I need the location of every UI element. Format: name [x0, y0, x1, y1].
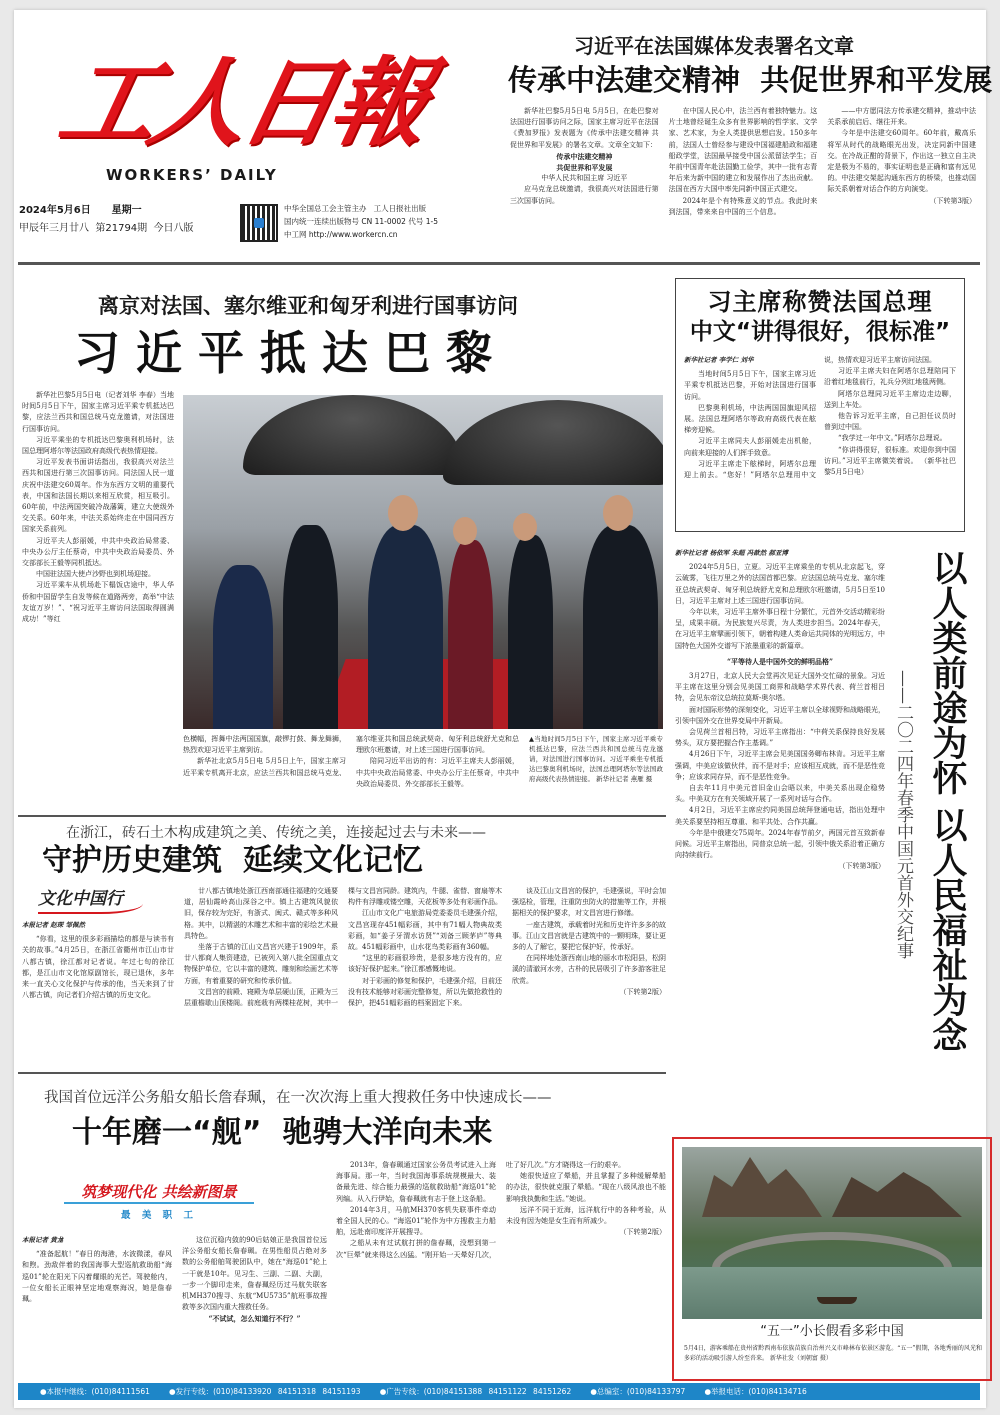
issue-date: 2024年5月6日 — [19, 205, 91, 216]
paragraph: 习近平主席走下舷梯时，阿塔尔总理迎上前去。“您好！”阿塔尔总理用中文说，热情欢迎习近平主席访问法国。 — [684, 356, 936, 480]
main-article-under-photo — [183, 734, 519, 812]
paragraph: 当地时间5月5日下午，国家主席习近平乘专机抵达巴黎，开始对法国进行国事访问。 — [684, 370, 816, 401]
inner-title: 共促世界和平发展 — [556, 163, 613, 173]
paragraph: 习近平发表书面讲话指出，我很高兴对法兰西共和国进行第三次国事访问。同法国人民一道庆祝中法建交60周年。作为东西方文明的重要代表，中国和法国长期以来相互欣赏，相互吸引。60年前，中法两国突破冷战藩篱，建立大使级外交关系。60年来，中法关系始终走在中国同西方国家关系前列。 — [22, 458, 174, 534]
continued-link[interactable]: （下转第3版） — [838, 862, 885, 871]
byline: 新华社记者 杨依军 朱超 冯歆然 郝亚博 — [675, 549, 789, 557]
ship-kicker: 我国首位远洋公务船女船长詹春珮，在一次次海上重大搜救任务中快速成长—— — [44, 1090, 552, 1106]
ship-body-left — [22, 1235, 172, 1305]
paragraph: 对于彩画的修复和保护，毛建强介绍，目前还没有技术能够对彩画完整修复，所以先做抢救性的保护，把451幅彩画的档案固定下来。 — [348, 976, 502, 1008]
top-article-body — [510, 106, 976, 258]
boat — [817, 1297, 857, 1304]
paragraph: 习近平乘车从机场赴下榻饭店途中，华人华侨和中国留学生自发等候在道路两旁，高举“中法友谊万岁！”、“祝习近平主席访问法国取得圆满成功！”等红 — [22, 581, 174, 624]
top-article-kicker: 习近平在法国媒体发表署名文章 — [574, 34, 854, 58]
lunar-date: 甲辰年三月廿八 — [19, 223, 89, 234]
paragraph: “不试试，怎么知道行不行？” — [208, 1314, 301, 1324]
paragraph: 2024年5月5日，立夏。习近平主席乘坐的专机从北京起飞，穿云破雾，飞往万里之外的法国首都巴黎。应法国总统马克龙、塞尔维亚总统武契奇、匈牙利总统舒尤克和总理欧尔班邀请，5月5日至10日，习近平主席对上述三国进行国事访问。 — [675, 563, 885, 605]
paragraph: 在同样地处浙西南山地的丽水市松阳县，松阴溪的清澈河水旁，古朴的民居吸引了许多游客驻足欣赏。 — [512, 954, 666, 985]
heritage-kicker: 在浙江，砖石土木构成建筑之美、传统之美，连接起过去与未来—— — [66, 825, 486, 841]
guard-figure — [213, 565, 273, 729]
paragraph: 远洋不同于近海，远洋航行中的各种考验，从未没有因为她是女生而有所减少。 — [506, 1205, 666, 1226]
divider — [18, 815, 666, 817]
footer-advertising: ●广告专线：(010)84151388 84151122 84151262 — [379, 1387, 572, 1396]
subhead: “平等待人是中国外交的鲜明品格” — [726, 656, 834, 666]
side-box — [675, 278, 965, 532]
column-logo-modernization: 筑梦现代化 共绘新图景 — [64, 1182, 254, 1204]
person-figure — [448, 540, 493, 729]
paragraph: “准备起航！”春日的海港，水波微漾，春风和煦。劲敌伴着的我国海事大型巡航救助船“海巡01”轮在阳光下闪着耀眼的光芒。驾驶舱内，一位女船长正眼神坚定地观察海况，她是詹春珮。 — [22, 1250, 172, 1304]
paragraph: 今年以来，习近平主席外事日程十分繁忙，元首外交活动精彩纷呈，成果丰硕。为民族复兴尽责，为人类进步担当。2024年春天，在习近平主席擘画引领下，朝着构建人类命运共同体的光明远方，中国特色大国外交谱写下浓墨重彩的新篇章。 — [675, 608, 885, 650]
main-article-kicker: 离京对法国、塞尔维亚和匈牙利进行国事访问 — [98, 294, 518, 318]
page-count: 今日八版 — [153, 223, 194, 234]
issue-weekday: 星期一 — [111, 205, 142, 216]
photo-caption: ▲当地时间5月5日下午，国家主席习近平乘专机抵达巴黎，应法兰西共和国总统马克龙邀请，对法国进行国事访问。习近平乘坐专机抵达巴黎奥利机场时，法国总理阿塔尔等法国政府高级代表热情迎接。 新华社记者 燕雁 摄 — [529, 735, 663, 783]
masthead-english-title: WORKERS’ DAILY — [106, 166, 278, 184]
newspaper-page — [14, 10, 993, 1408]
paragraph: 习近平主席同夫人彭丽媛走出机舱，向前来迎接的人们挥手致意。 — [684, 437, 816, 457]
holiday-photo-box — [672, 1137, 992, 1381]
pavilion-shape — [702, 1157, 822, 1217]
paragraph: 应马克龙总统邀请，我很高兴对法国进行第三次国事访问。 — [510, 185, 659, 205]
diplomacy-headline: 以人类前途为怀 以人民福祉为念 — [927, 550, 968, 1053]
face — [453, 517, 477, 545]
byline: 新华社记者 李学仁 刘华 — [684, 356, 754, 364]
heritage-headline: 守护历史建筑 延续文化记忆 — [42, 843, 423, 878]
issue-info — [19, 202, 194, 238]
paragraph: 她很快适应了晕船，并且掌握了多种缓解晕船的办法，很快就克服了晕船。“现在八级风浪也不能影响我执勤和生活。”她说。 — [506, 1172, 666, 1203]
footer-report-line: ●举报电话：(010)84134716 — [704, 1387, 807, 1396]
divider — [18, 262, 980, 265]
footer-editor-office: ●总编室：(010)84133797 — [590, 1387, 686, 1396]
holiday-photo-caption: 5月4日，游客乘船在贵州省黔西南布依族苗族自治州兴义市峰林布依景区游览。“五一”假期，各地秀丽的风光和多彩的活动吸引游人纷至沓来。 新华社发（刘朝富 摄） — [684, 1345, 982, 1362]
face — [388, 495, 418, 531]
side-box-headline-1: 习主席称赞法国总理 — [707, 288, 933, 316]
paragraph: 坐落于古镇的江山文昌宫兴建于1909年，系廿八都商人集资建造，已被列入第八批全国重点文物保护单位，它以丰富的建筑、雕刻和绘画艺术等方面，有着重要的研究和传承价值。 — [184, 943, 338, 985]
paragraph: 廿八都古镇地处浙江西南部通往福建的交通要道，居仙霞岭高山深谷之中。镇上古建筑风貌依旧，保存较为完好，有浙式、闽式、赣式等多种风格。其中，以精湛的木雕艺术和丰富的彩绘艺术最具特色。 — [184, 887, 338, 940]
paragraph: “我学过一年中文。”阿塔尔总理说。 — [838, 434, 947, 443]
paragraph: 之船从未有过试航打拼的詹春珮，没想到第一次“巨晕”就来得这么凶猛。“刚开始一天晕好几次，吐了好几次。”方才晓得这一行的艰辛。 — [336, 1161, 626, 1259]
paragraph: “你看，这里的很多彩画描绘的都是与读书有关的故事。”4月25日，在浙江省衢州市江山市廿八都古镇，徐江都对记者说。年过七旬的徐江都，是江山市文化馆原副馆长，现已退休，多年来一直关心文化保护与传承的他，当天来到了廿八都古镇，向记者们介绍古镇的历史文化。 — [22, 935, 174, 1000]
paragraph: 自去年11月中美元首旧金山会晤以来，中美关系出现企稳势头。中美双方在有关领域开展了一系列对话与合作。 — [675, 784, 885, 804]
publisher-info — [284, 202, 438, 241]
column-logo-culture: 文化中国行 — [38, 888, 143, 914]
pavilion-shape — [832, 1167, 962, 1217]
continued-link[interactable]: （下转第2版） — [619, 987, 666, 996]
ship-body-right — [336, 1160, 666, 1376]
person-figure — [283, 525, 338, 729]
umbrella — [243, 395, 463, 475]
continued-link[interactable]: （下转第3版） — [929, 196, 976, 205]
face — [603, 495, 633, 531]
column-sub-best-worker: 最 美 职 工 — [121, 1210, 197, 1221]
publisher-name: 工人日报社出版 — [373, 204, 427, 213]
masthead-logo: 工人日報 — [50, 46, 435, 159]
paragraph: “这里的彩画很珍贵，是很多地方没有的，应该好好保护起来。”徐江都感慨地说。 — [348, 954, 502, 974]
ship-body-col2 — [182, 1235, 327, 1325]
paragraph: 新华社巴黎5月5日电 5月5日，在赴巴黎对法国进行国事访问之际，国家主席习近平在法国《费加罗报》发表题为《传承中法建交精神 共促世界和平发展》的署名文章。文章全文如下： — [510, 107, 659, 149]
paragraph: 今年是中俄建交75周年。2024年春节前夕，两国元首互致新春问候。习近平主席指出，同普京总统一起，引领中俄关系沿着正确方向持续前行。 — [675, 828, 885, 860]
paragraph: 中国驻法国大使卢沙野也到机场迎接。 — [36, 570, 155, 579]
footer-contact-bar — [18, 1383, 980, 1400]
main-article-headline: 习 近 平 抵 达 巴 黎 — [74, 326, 493, 380]
heritage-body-lower — [22, 920, 174, 1001]
paragraph: ——中方愿同法方传承建交精神，推动中法关系承前启后、继往开来。 — [827, 107, 976, 127]
paragraph: 在中国人民心中，法兰西有着独特魅力。这片土地曾经诞生众多有世界影响的哲学家、文学家、艺术家，为全人类提供思想启发。150多年前，法国人士曾经参与建设中国福建船政和福建船政学堂，法国最早接受中国公派留法学生；百年前中国青年赴法国勤工俭学，其中一批有志青年后来为新中国的建立和发展作出了杰出贡献。法国在西方大国中率先同新中国正式建交。 — [668, 107, 818, 194]
paragraph: 一座古建筑，承载着时光和历史许许多多的故事。江山文昌宫就是古建筑中的一颗明珠，要让更多的人了解它，要把它保护好，传承好。 — [512, 920, 666, 952]
continued-link[interactable]: （下转第2版） — [619, 1228, 666, 1237]
paragraph: 2014年3月，马航MH370客机失联事件牵动着全国人民的心。“海巡01”轮作为中方搜救主力船舶，远赴南印度洋开展搜寻。 — [336, 1205, 496, 1237]
paragraph: 习近平夫人彭丽媛，中共中央政治局常委、中央办公厅主任蔡奇，中共中央政治局委员、外交部部长王毅等同机抵达。 — [22, 536, 174, 568]
heritage-body — [184, 886, 666, 1066]
paragraph: “你讲得很好，很标准。欢迎你到中国访问。”习近平主席微笑着说。 （新华社巴黎5月5日电） — [824, 445, 956, 477]
paragraph: 2013年，詹春珮通过国家公务员考试进入上海海事局。那一年，当时我国海事系统规模最大、装备最先进、综合能力最强的巡航救助船“海巡01”轮列编。从入行伊始，詹春珮就有志于登上这条船。 — [336, 1161, 496, 1203]
footer-hotline: ●本报中继线：(010)84111561 — [40, 1387, 150, 1396]
qr-code-icon — [240, 204, 278, 242]
paragraph: 阿塔尔总理同习近平主席边走边聊，送到上车处。 — [824, 389, 956, 409]
publisher-sponsor: 中华全国总工会主管主办 — [284, 204, 367, 213]
paragraph: 3月27日，北京人民大会堂再次见证大国外交忙碌的景象。习近平主席在这里分别会见美国工商界和战略学术界代表、荷兰首相吕特，会见东帝汶总统拉莫斯-奥尔塔。 — [675, 672, 885, 703]
paragraph: 色横幅，挥舞中法两国国旗，敲锣打鼓、舞龙舞狮，热烈欢迎习近平主席到访。 — [183, 735, 346, 755]
stone-bridge — [712, 1232, 952, 1268]
paragraph: 习近平主席夫妇在阿塔尔总理陪同下沿着红地毯前行，礼兵分列红地毯两侧。 — [824, 367, 956, 387]
paragraph: 习近平乘坐的专机抵达巴黎奥利机场时，法国总理阿塔尔等法国政府高级代表热情迎接。 — [22, 435, 174, 456]
paragraph: 这位沉稳内敛的90后姑娘正是我国首位远洋公务船女船长詹春珮。在男性船员占绝对多数的公务船舶驾驶团队中，她在“海巡01”轮上一干就是10年。见习生、三副、二副、大副，一步一个脚印走来，詹春珮经历过马航失联客机MH370搜寻、东航“MU5735”航班事故搜救等多次国内重大搜救任务。 — [182, 1236, 327, 1312]
river — [682, 1267, 982, 1319]
paragraph: 文昌宫的前殿、寝殿为单层硬山顶，正殿为三层重檐歇山顶楼阁。前庭栽有两棵桂花树，其中一棵与文昌宫同龄。建筑内，牛腿、雀替、窗扇等木构件有浮雕或镂空雕，天花板等多处有彩画作品。 — [184, 887, 502, 1008]
ship-headline: 十年磨一“舰” 驰骋大洋向未来 — [72, 1115, 493, 1150]
person-figure — [508, 535, 553, 729]
top-article-headline: 传承中法建交精神 共促世界和平发展 — [508, 63, 993, 97]
paragraph: 4月2日，习近平主席应约同美国总统拜登通电话，指出处理中美关系要坚持相互尊重、和平共处、合作共赢。 — [675, 806, 885, 826]
divider — [18, 1072, 666, 1074]
issue-number: 第21794期 — [95, 223, 148, 234]
umbrella — [443, 400, 663, 485]
author-line: 中华人民共和国主席 习近平 — [541, 174, 628, 183]
paragraph: 他告诉习近平主席，自己担任议员时曾到过中国。 — [824, 412, 956, 432]
paragraph: 陪同习近平出访的有：习近平主席夫人彭丽媛，中共中央政治局常委、中央办公厅主任蔡奇，中共中央政治局委员、外交部部长王毅等。 — [356, 757, 519, 788]
diplomacy-article-body — [675, 548, 885, 873]
paragraph: 巴黎奥利机场，中法两国国旗迎风招展。法国总理阿塔尔等政府高级代表在舷梯旁迎候。 — [684, 403, 816, 435]
main-photo-xi-arrival — [183, 395, 663, 729]
diplomacy-subheadline: ——二〇二四年春季中国元首外交纪事 — [893, 670, 913, 959]
footer-distribution: ●发行专线：(010)84133920 84151318 84151193 — [169, 1387, 361, 1396]
face — [513, 513, 537, 541]
paragraph: 江山市文化广电旅游局党委委员毛建强介绍，文昌宫现存451幅彩画，其中有71幅人物典故类彩画，如“姜子牙渭水访贤”“刘备三顾茅庐”等典故。451幅彩画中，山水花鸟类彩画有360幅。 — [348, 909, 502, 952]
inner-title: 传承中法建交精神 — [556, 151, 613, 161]
side-box-headline-2: 中文“讲得很好，很标准” — [689, 319, 951, 345]
byline: 本报记者 赵琛 邹佩然 — [22, 921, 86, 929]
paragraph: 今年是中法建交60周年。60年前，戴高乐将军从时代的战略眼光出发，决定同新中国建交。在冷战正酣的背景下，作出这一独立自主决定是极为不易的，事实证明也是正确和富有远见的。中法建交架起沟通东西方的桥梁，也推动国际关系朝着对话合作的方向演变。 — [827, 129, 976, 194]
paragraph: 4月26日下午，习近平主席会见美国国务卿布林肯。习近平主席强调，中美应该做伙伴，而不是对手；应该相互成就，而不是恶性竞争；应该求同存异，而不是恶性竞争。 — [675, 750, 885, 781]
paragraph: 谈及江山文昌宫的保护，毛建强说，平时会加强巡检，管理，注重防虫防火的措施等工作，并根据相关的保护要求，对文昌宫进行修缮。 — [512, 887, 666, 918]
paragraph: 新华社北京5月5日电 5月5日上午，国家主席习近平乘专机离开北京，应法兰西共和国总统马克龙、塞尔维亚共和国总统武契奇、匈牙利总统舒尤克和总理欧尔班邀请，对上述三国进行国事访问。 — [183, 735, 519, 777]
paragraph: 面对国际形势的深刻变化，习近平主席以全球视野和战略眼光，引领中国外交在世界变局中开新局。 — [675, 705, 885, 725]
paragraph: 新华社巴黎5月5日电（记者刘华 李春）当地时间5月5日下午，国家主席习近平乘专机抵达巴黎，应法兰西共和国总统马克龙邀请，对法国进行国事访问。 — [22, 391, 174, 433]
paragraph: 2024年是个有特殊意义的节点。我此时来到法国，带来来自中国的三个信息。 — [668, 196, 818, 216]
website-link[interactable]: 中工网 http://www.workercn.cn — [284, 230, 398, 239]
holiday-photo-scenic — [682, 1147, 982, 1319]
side-box-body — [684, 355, 956, 523]
person-figure — [583, 525, 658, 729]
cn-number: 国内统一连续出版物号 CN 11-0002 代号 1-5 — [284, 217, 438, 226]
byline: 本报记者 黄尨 — [22, 1236, 64, 1244]
holiday-photo-title: “五一”小长假看多彩中国 — [760, 1324, 904, 1339]
main-article-left-column — [22, 390, 174, 625]
paragraph: 会见荷兰首相吕特，习近平主席指出：“中荷关系保持良好发展势头，双方要把握合作主基调。” — [675, 728, 885, 748]
person-figure — [368, 525, 443, 729]
